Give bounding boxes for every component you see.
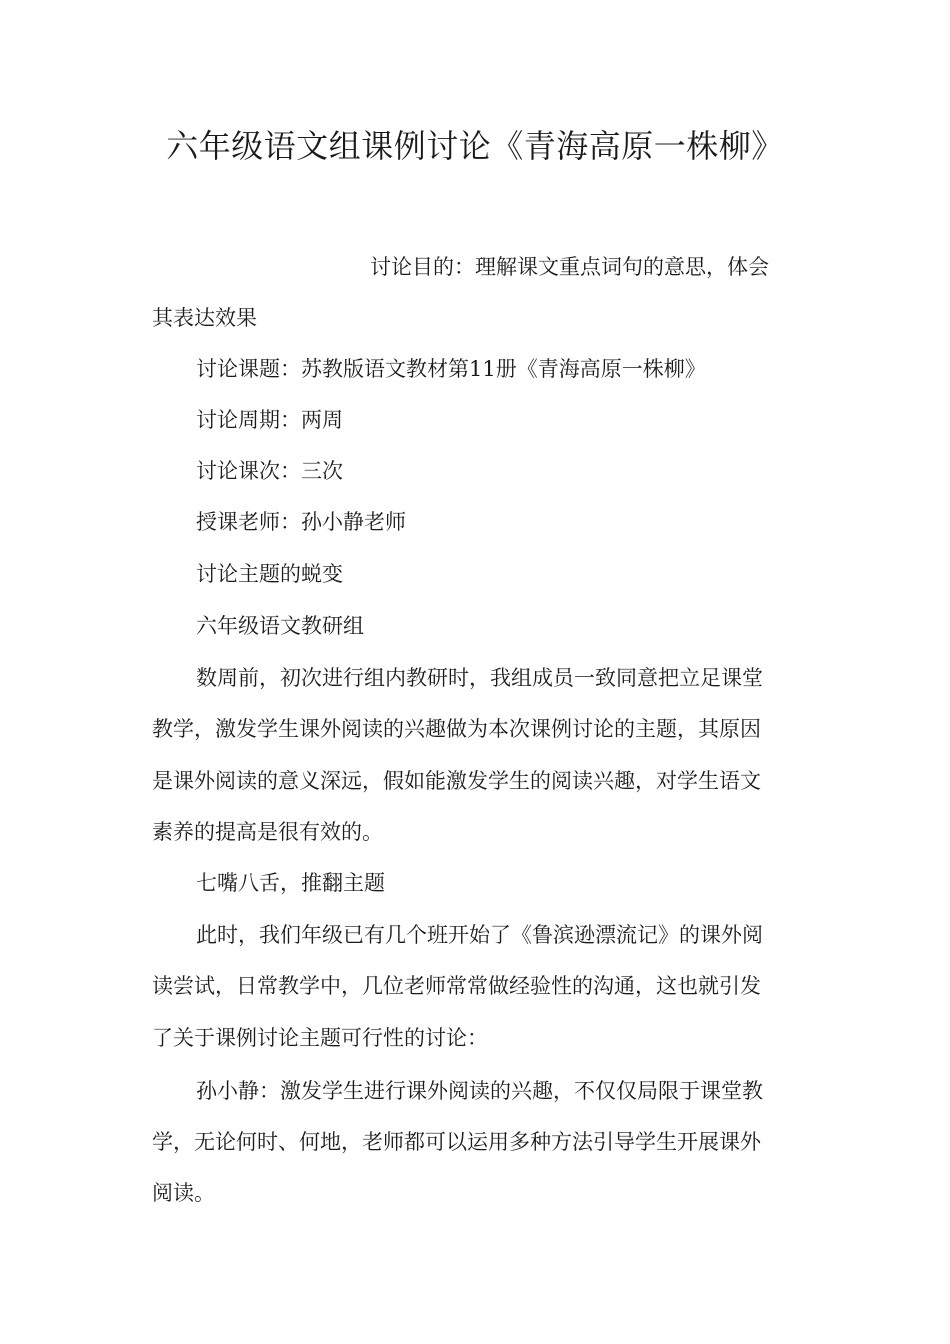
paragraph-line: 数周前，初次进行组内教研时，我组成员一致同意把立足课堂 [196,666,763,690]
purpose-line-2: 其表达效果 [152,306,257,330]
paragraph-line: 是课外阅读的意义深远，假如能激发学生的阅读兴趣，对学生语文 [152,769,761,793]
section-subheading: 六年级语文教研组 [196,614,364,638]
teacher-line: 授课老师：孙小静老师 [196,510,406,534]
paragraph-line: 读尝试，日常教学中，几位老师常常做经验性的沟通，这也就引发 [152,974,761,998]
purpose-line-1: 讨论目的：理解课文重点词句的意思，体会 [370,255,769,279]
document-title: 六年级语文组课例讨论《青海高原一株柳》 [166,127,784,165]
topic-line: 讨论课题：苏教版语文教材第11册《青海高原一株柳》 [196,357,706,381]
period-line: 讨论周期：两周 [196,408,343,432]
paragraph-line: 阅读。 [152,1181,215,1205]
section-heading: 七嘴八舌，推翻主题 [196,871,385,895]
paragraph-line: 此时，我们年级已有几个班开始了《鲁滨逊漂流记》的课外阅 [196,923,763,947]
sessions-line: 讨论课次：三次 [196,459,343,483]
paragraph-line: 教学，激发学生课外阅读的兴趣做为本次课例讨论的主题，其原因 [152,717,761,741]
paragraph-line: 孙小静：激发学生进行课外阅读的兴趣，不仅仅局限于课堂教 [196,1079,763,1103]
section-heading: 讨论主题的蜕变 [196,562,343,586]
paragraph-line: 学，无论何时、何地，老师都可以运用多种方法引导学生开展课外 [152,1130,761,1154]
paragraph-line: 素养的提高是很有效的。 [152,820,383,844]
paragraph-line: 了关于课例讨论主题可行性的讨论： [152,1026,488,1050]
